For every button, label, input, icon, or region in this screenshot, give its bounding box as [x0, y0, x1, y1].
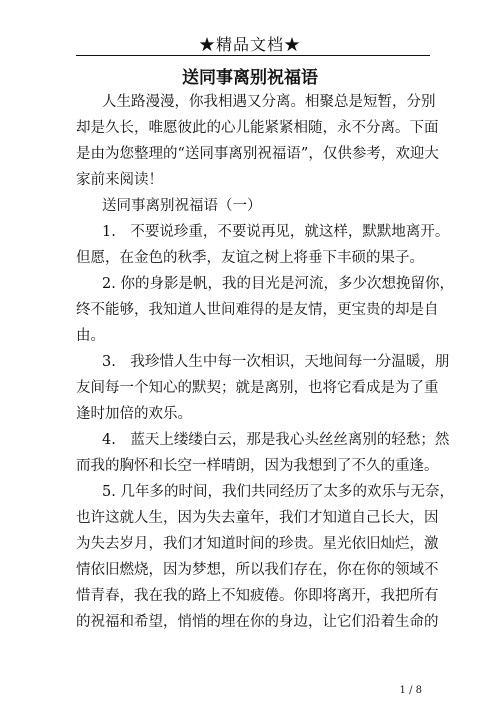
paragraph-line: 友间每一个知心的默契；就是离别，也将它看成是为了重 — [76, 380, 439, 396]
page-number: 1 / 8 — [399, 685, 422, 696]
paragraph-line: 也许这就人生，因为失去童年，我们才知道自己长大，因 — [76, 510, 439, 526]
paragraph-line: 1. 不要说珍重，不要说再见，就这样，默默地离开。 — [102, 224, 450, 240]
paragraph-line: 而我的胸怀和长空一样晴朗，因为我想到了不久的重逢。 — [76, 458, 439, 474]
paragraph-line: 2. 你的身影是帆，我的目光是河流，多少次想挽留你， — [102, 276, 454, 292]
paragraph-line: 逢时加倍的欢乐。 — [76, 406, 192, 422]
document-header: ★精品文档★ — [198, 35, 301, 54]
paragraph-line: 惜青春，我在我的路上不知疲倦。你即将离开，我把所有 — [76, 588, 439, 604]
paragraph-line: 4. 蓝天上缕缕白云，那是我心头丝丝离别的轻愁；然 — [102, 432, 450, 448]
paragraph-line: 人生路漫漫，你我相遇又分离。相聚总是短暂，分别 — [102, 94, 436, 110]
paragraph-line: 家前来阅读！ — [76, 172, 163, 188]
paragraph-line: 终不能够，我知道人世间难得的是友情，更宝贵的却是自 — [76, 302, 439, 318]
paragraph-line: 3. 我珍惜人生中每一次相识，天地间每一分温暖，朋 — [102, 354, 450, 370]
paragraph-line: 的祝福和希望，悄悄的埋在你的身边，让它们沿着生命的 — [76, 614, 439, 630]
paragraph-line: 但愿，在金色的秋季，友谊之树上将垂下丰硕的果子。 — [76, 250, 424, 266]
paragraph-line: 由。 — [76, 328, 105, 344]
header-divider — [76, 55, 430, 56]
paragraph-line: 为失去岁月，我们才知道时间的珍贵。星光依旧灿烂，激 — [76, 536, 439, 552]
section-heading: 送同事离别祝福语（一） — [102, 198, 262, 214]
paragraph-line: 是由为您整理的“送同事离别祝福语”，仅供参考，欢迎大 — [76, 146, 439, 162]
paragraph-line: 5. 几年多的时间，我们共同经历了太多的欢乐与无奈， — [102, 484, 454, 500]
paragraph-line: 却是久长，唯愿彼此的心儿能紧紧相随，永不分离。下面 — [76, 120, 439, 136]
document-title: 送同事离别祝福语 — [182, 68, 318, 88]
paragraph-line: 情依旧燃烧，因为梦想，所以我们存在，你在你的领域不 — [76, 562, 439, 578]
